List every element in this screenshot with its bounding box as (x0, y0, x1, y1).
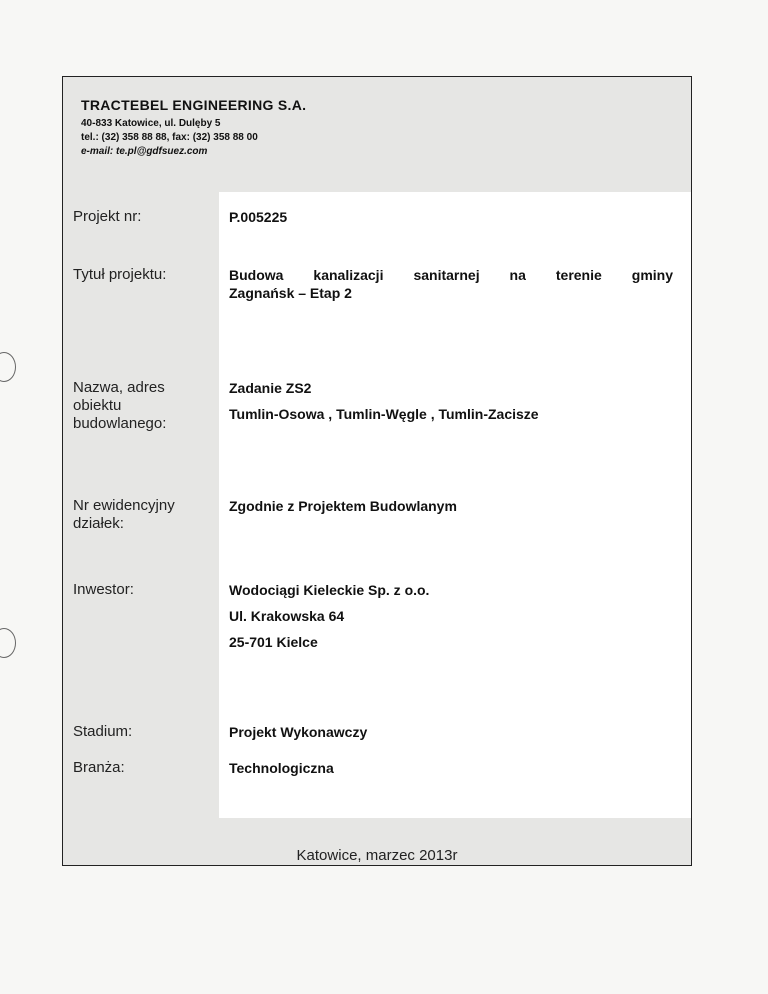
investor-line-2: Ul. Krakowska 64 (229, 608, 345, 624)
investor-label: Inwestor: (73, 581, 134, 598)
company-name: TRACTEBEL ENGINEERING S.A. (81, 97, 307, 113)
object-label-line-1: Nazwa, adres (73, 379, 165, 396)
project-title-value (229, 266, 673, 302)
project-number-label: Projekt nr: (73, 208, 142, 225)
stage-label: Stadium: (73, 723, 133, 740)
stage-value: Projekt Wykonawczy (229, 724, 368, 740)
investor-line-3: 25-701 Kielce (229, 634, 318, 650)
punch-hole-bottom (0, 628, 16, 658)
investor-line-1: Wodociągi Kieleckie Sp. z o.o. (229, 582, 430, 598)
project-number-value: P.005225 (229, 209, 288, 225)
object-line-1: Zadanie ZS2 (229, 380, 312, 396)
company-email: e-mail: te.pl@gdfsuez.com (81, 146, 208, 157)
project-title-label: Tytuł projektu: (73, 266, 167, 283)
plots-value: Zgodnie z Projektem Budowlanym (229, 498, 457, 514)
place-and-date: Katowice, marzec 2013r (296, 847, 458, 864)
project-title-line-2: Zagnańsk – Etap 2 (229, 285, 352, 301)
company-header (81, 97, 306, 159)
object-label-line-3: budowlanego: (73, 415, 167, 432)
object-line-2: Tumlin-Osowa , Tumlin-Węgle , Tumlin-Zacisze (229, 406, 539, 422)
object-label-line-2: obiektu (73, 397, 122, 414)
project-title-line-1: Budowa kanalizacji sanitarnej na terenie gminy (229, 267, 673, 283)
object-label (73, 379, 213, 433)
branch-value: Technologiczna (229, 760, 334, 776)
branch-label: Branża: (73, 759, 125, 776)
plots-label-line-1: Nr ewidencyjny (73, 497, 175, 514)
object-value (229, 379, 539, 423)
title-page-frame (62, 76, 692, 866)
investor-value (229, 581, 429, 651)
punch-hole-top (0, 352, 16, 382)
plots-label (73, 497, 213, 533)
plots-label-line-2: działek: (73, 515, 124, 532)
company-address: 40-833 Katowice, ul. Dulęby 5 (81, 118, 221, 129)
company-phone-fax: tel.: (32) 358 88 88, fax: (32) 358 88 00 (81, 132, 258, 143)
